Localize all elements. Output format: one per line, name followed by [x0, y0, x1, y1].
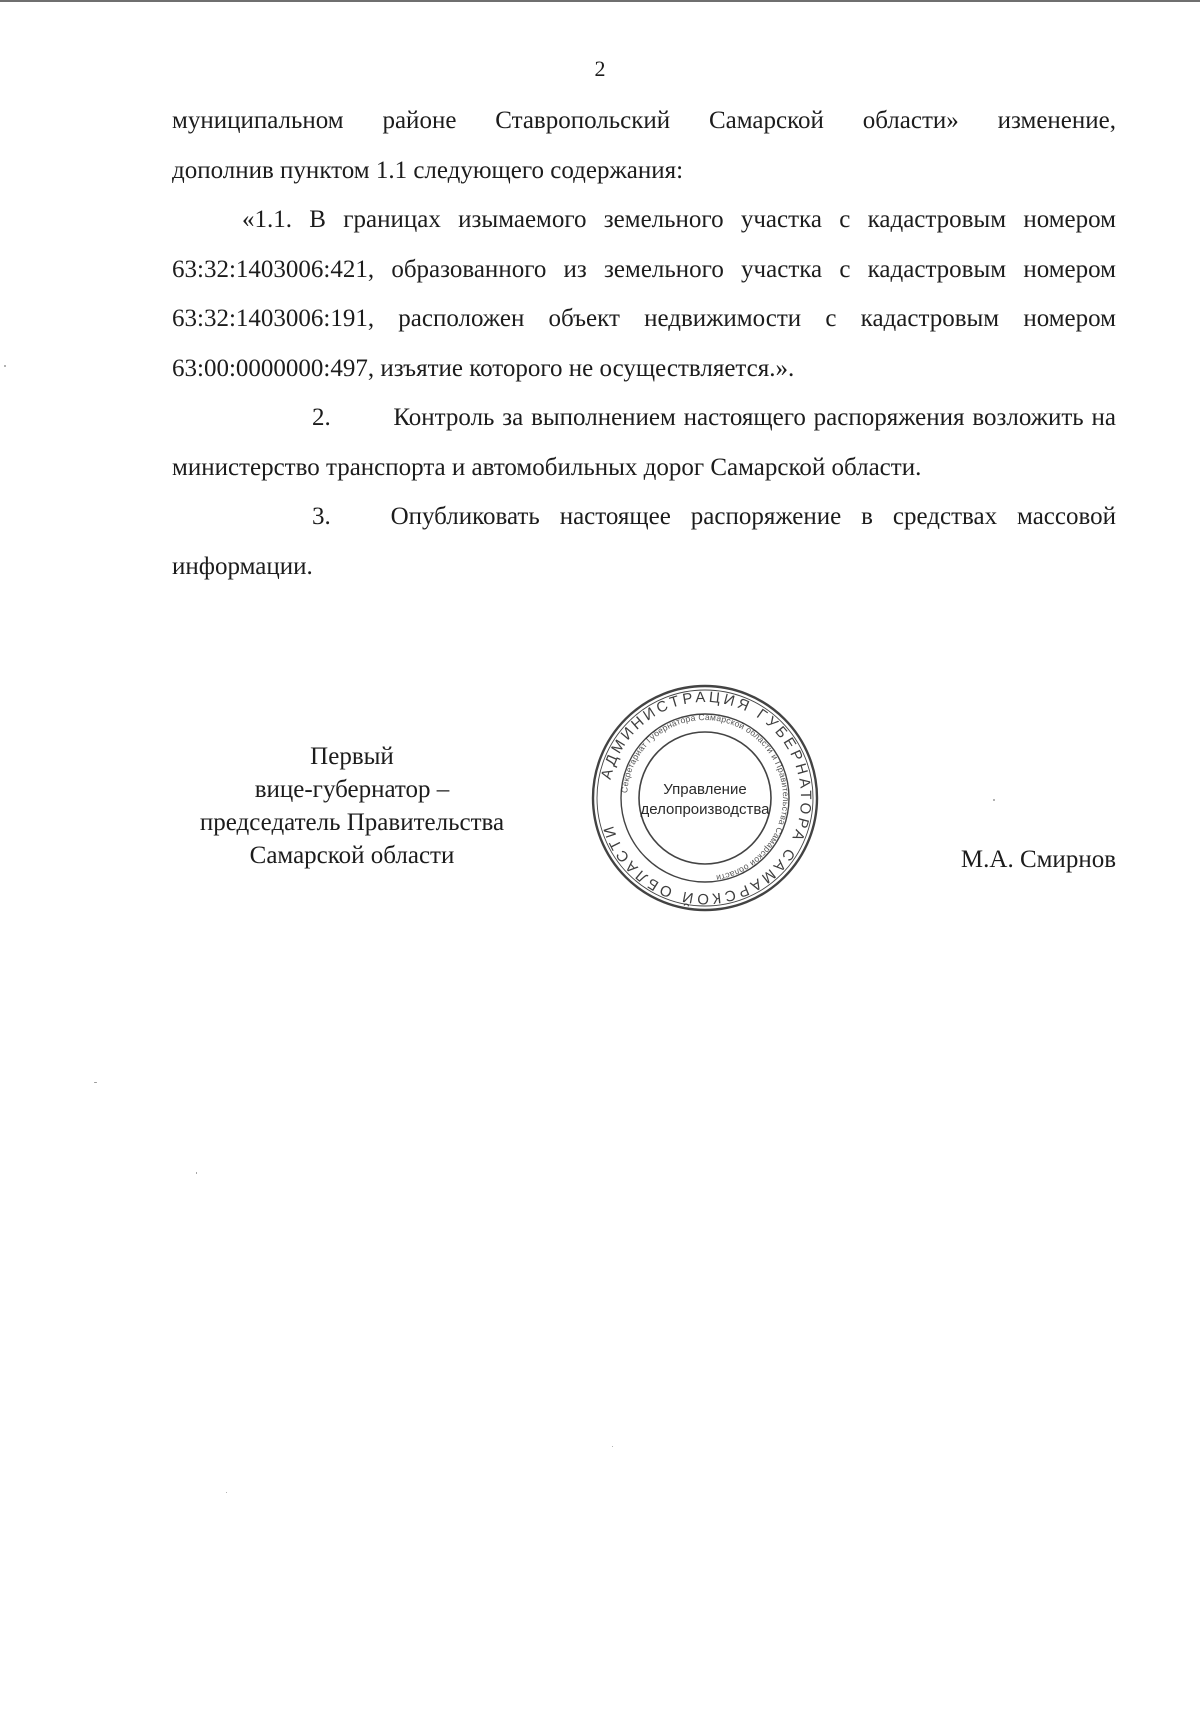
seal-inner-ring [639, 732, 771, 864]
paragraph-1-line-2: дополнив пунктом 1.1 следующего содержания: [172, 156, 684, 184]
scan-speck [993, 799, 995, 801]
official-seal-stamp [585, 678, 825, 918]
seal-inner-line-1: Управление [663, 781, 747, 798]
seal-middle-text: Секретариат Губернатора Самарской области и Правительства Самарской области [619, 711, 792, 884]
scan-speck [4, 365, 6, 367]
page-top-edge [0, 0, 1200, 2]
seal-graphic [585, 678, 825, 918]
page-number: 2 [594, 56, 606, 81]
paragraph-item-2 [172, 393, 1116, 492]
signer-title-line-2: вице-губернатор – [254, 776, 450, 803]
scan-speck [94, 1082, 97, 1083]
paragraph-clause-1-1: «1.1. В границах изымаемого земельного участка с кадастровым номером 63:32:1403006:421, образованного из земельного участка с кадастровым номером 63:32:1403006:191, расположен объект недвижимости с кадастровым номером 63:00:0000000:497, изъятие которого не осуществляется.». [172, 206, 1116, 382]
signer-title-line-1: Первый [310, 743, 394, 770]
signer-title [172, 740, 532, 872]
seal-outer-text: АДМИНИСТРАЦИЯ ГУБЕРНАТОРА САМАРСКОЙ ОБЛАСТИ [597, 688, 815, 908]
item-3-number: 3. [312, 503, 331, 530]
seal-inner-line-2: делопроизводства [640, 801, 770, 818]
item-2-text: Контроль за выполнением настоящего распоряжения возложить на министерство транспорта и автомобильных дорог Самарской области. [172, 404, 1116, 481]
item-3-text: Опубликовать настоящее распоряжение в средствах массовой информации. [172, 503, 1116, 580]
paragraph-item-3 [172, 492, 1116, 591]
paragraph-1-line-1: муниципальном районе Ставропольский Самарской области» изменение, [172, 107, 1116, 134]
scan-speck [226, 1492, 227, 1493]
signer-title-line-3: председатель Правительства [199, 809, 505, 836]
item-2-number: 2. [312, 404, 331, 431]
scan-speck [612, 1446, 613, 1447]
signer-name: М.А. Смирнов [960, 846, 1116, 873]
signer-title-line-4: Самарской области [249, 842, 455, 869]
document-body [172, 96, 1116, 591]
scan-speck [196, 1172, 197, 1174]
